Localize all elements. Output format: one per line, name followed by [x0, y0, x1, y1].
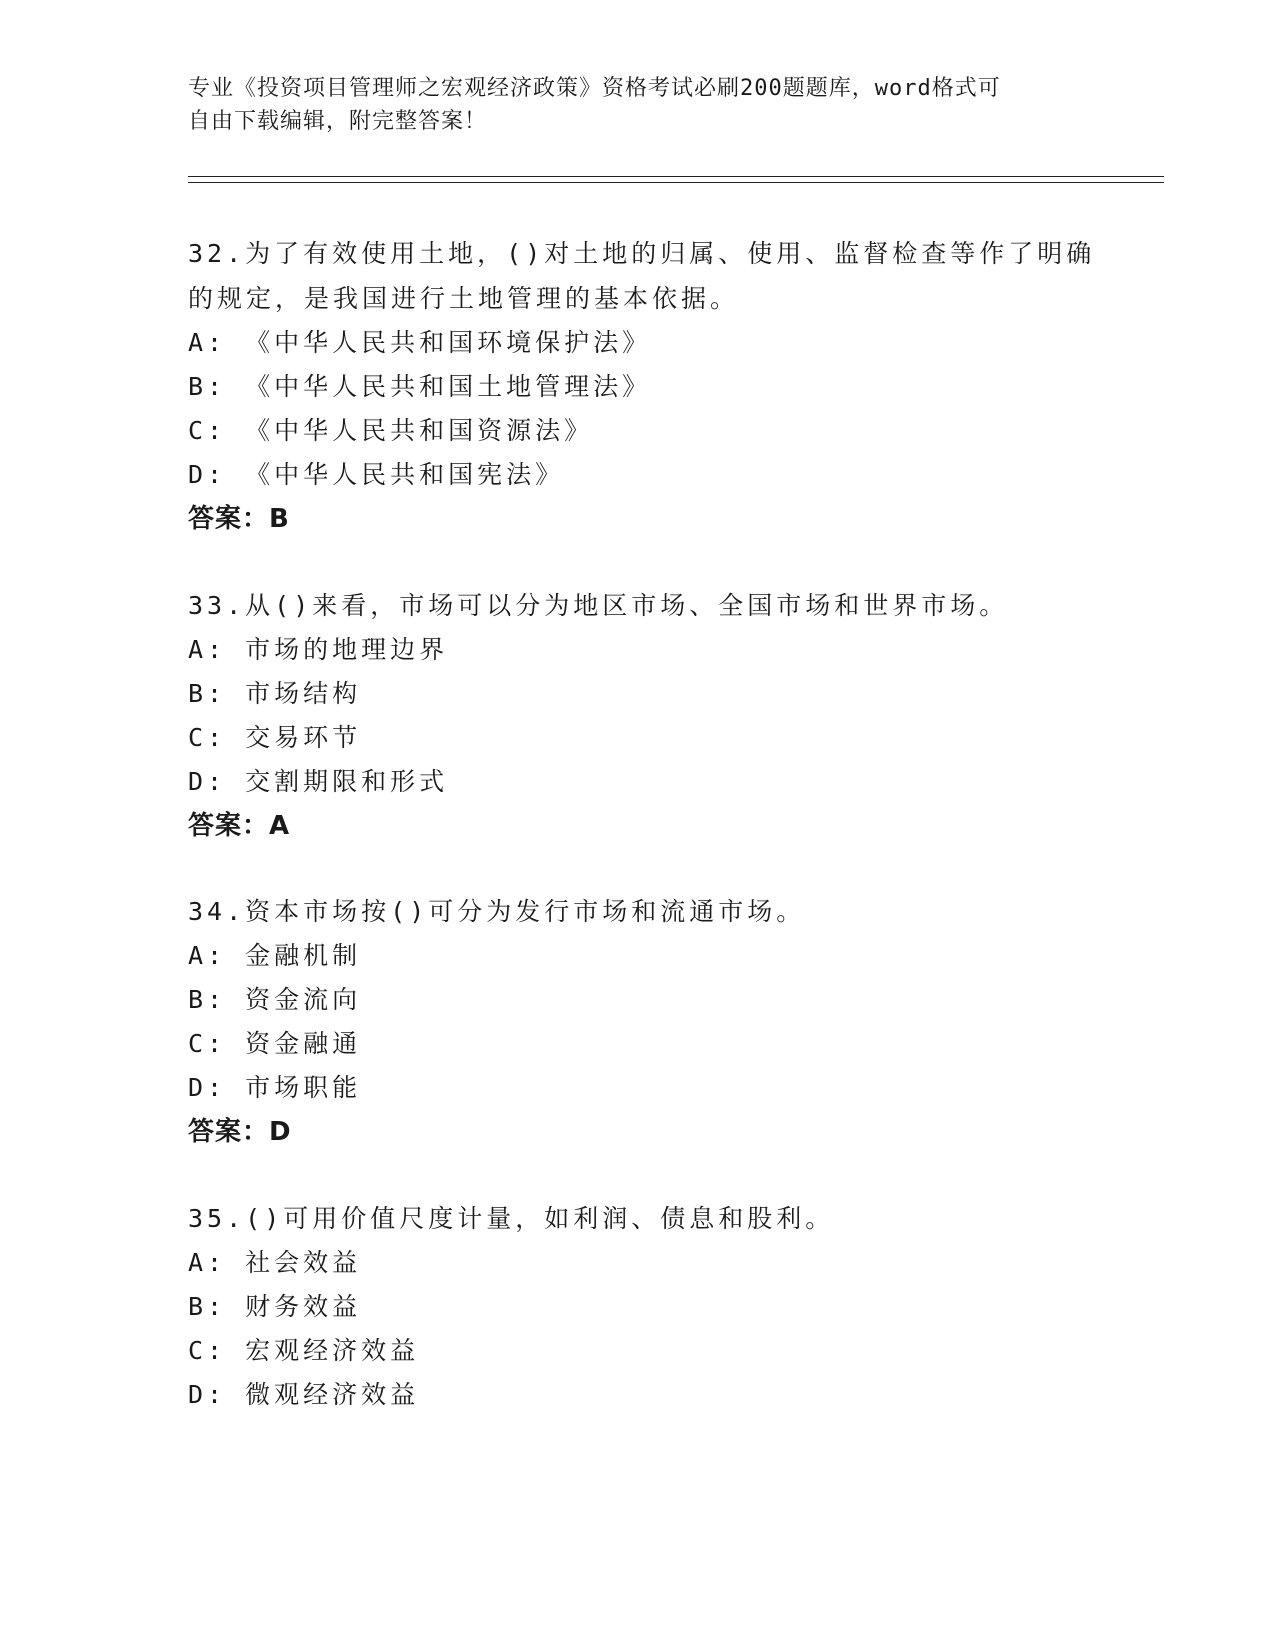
- question-34-stem-line-1: 34.资本市场按()可分为发行市场和流通市场。: [188, 897, 806, 926]
- header-line-2: 自由下载编辑，附完整答案！: [188, 109, 488, 134]
- question-35-option-c: C: 宏观经济效益: [188, 1336, 420, 1365]
- question-33-option-a: A: 市场的地理边界: [188, 635, 449, 664]
- header-divider-bottom: [188, 182, 1164, 183]
- question-34-option-b: B: 资金流向: [188, 985, 362, 1014]
- question-32-option-b: B: 《中华人民共和国土地管理法》: [188, 372, 652, 401]
- question-34-option-c: C: 资金融通: [188, 1029, 362, 1058]
- question-33-option-b: B: 市场结构: [188, 679, 362, 708]
- question-32-stem-line-1: 32.为了有效使用土地，()对土地的归属、使用、监督检查等作了明确: [188, 239, 1096, 268]
- question-34-answer: 答案：D: [188, 1117, 292, 1147]
- document-header: [188, 72, 1088, 138]
- question-33-option-d: D: 交割期限和形式: [188, 767, 449, 796]
- question-32-stem-line-2: 的规定，是我国进行土地管理的基本依据。: [188, 284, 740, 313]
- question-35-option-a: A: 社会效益: [188, 1248, 362, 1277]
- question-35-option-b: B: 财务效益: [188, 1292, 362, 1321]
- header-divider-top: [188, 176, 1164, 177]
- question-33-option-c: C: 交易环节: [188, 723, 362, 752]
- question-32-option-a: A: 《中华人民共和国环境保护法》: [188, 328, 652, 357]
- question-34-option-a: A: 金融机制: [188, 941, 362, 970]
- question-35-option-d: D: 微观经济效益: [188, 1380, 420, 1409]
- question-34-option-d: D: 市场职能: [188, 1073, 362, 1102]
- question-33-answer: 答案：A: [188, 811, 291, 841]
- question-32-option-c: C: 《中华人民共和国资源法》: [188, 416, 594, 445]
- question-33-stem-line-1: 33.从()来看，市场可以分为地区市场、全国市场和世界市场。: [188, 591, 1009, 620]
- header-line-1: 专业《投资项目管理师之宏观经济政策》资格考试必刷200题题库，word格式可: [188, 76, 1001, 101]
- question-32-option-d: D: 《中华人民共和国宪法》: [188, 460, 565, 489]
- question-35-stem-line-1: 35.()可用价值尺度计量，如利润、债息和股利。: [188, 1204, 835, 1233]
- question-32-answer: 答案：B: [188, 504, 290, 534]
